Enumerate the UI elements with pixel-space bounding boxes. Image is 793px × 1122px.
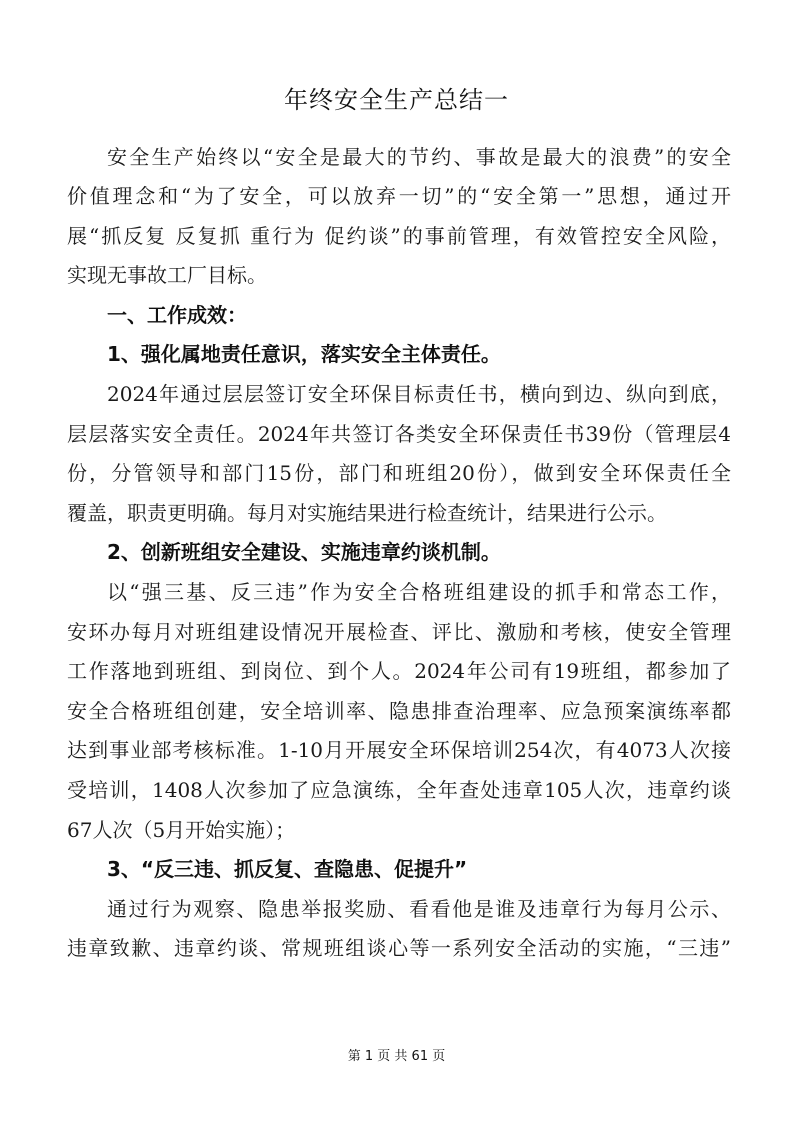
paragraph-line: 违章致歉、违章约谈、常规班组谈心等一系列安全活动的实施，“三违” (67, 936, 731, 960)
subsection-heading: 3、“反三违、抓反复、查隐患、促提升” (107, 857, 468, 881)
paragraph-line: 67人次（5月开始实施）； (67, 818, 296, 842)
paragraph-line: 价值理念和“为了安全，可以放弃一切”的“安全第一”思想，通过开 (67, 184, 731, 208)
paragraph-line: 覆盖，职责更明确。每月对实施结果进行检查统计，结果进行公示。 (67, 501, 667, 525)
paragraph-line: 份，分管领导和部门15份，部门和班组20份），做到安全环保责任全 (67, 461, 731, 485)
section-heading: 一、工作成效： (107, 303, 247, 327)
paragraph-line: 受培训，1408人次参加了应急演练，全年查处违章105人次，违章约谈 (67, 778, 731, 802)
paragraph-line: 安全生产始终以“安全是最大的节约、事故是最大的浪费”的安全 (107, 145, 731, 169)
paragraph-line: 展“抓反复 反复抓 重行为 促约谈”的事前管理，有效管控安全风险， (67, 224, 731, 248)
subsection-heading: 1、强化属地责任意识，落实安全主体责任。 (107, 342, 501, 366)
paragraph-line: 安环办每月对班组建设情况开展检查、评比、激励和考核，使安全管理 (67, 620, 731, 644)
paragraph-line: 实现无事故工厂目标。 (67, 263, 267, 287)
paragraph-line: 安全合格班组创建，安全培训率、隐患排查治理率、应急预案演练率都 (67, 699, 731, 723)
paragraph-line: 工作落地到班组、到岗位、到个人。2024年公司有19班组，都参加了 (67, 659, 731, 683)
paragraph-line: 以“强三基、反三违”作为安全合格班组建设的抓手和常态工作， (107, 580, 731, 604)
paragraph-line: 达到事业部考核标准。1-10月开展安全环保培训254次，有4073人次接 (67, 738, 731, 762)
document-title: 年终安全生产总结一 (284, 86, 509, 114)
paragraph-line: 2024年通过层层签订安全环保目标责任书，横向到边、纵向到底， (107, 382, 731, 406)
page-number: 第 1 页 共 61 页 (347, 1049, 446, 1064)
paragraph-line: 层层落实安全责任。2024年共签订各类安全环保责任书39份（管理层4 (67, 422, 731, 446)
paragraph-line: 通过行为观察、隐患举报奖励、看看他是谁及违章行为每月公示、 (107, 897, 731, 921)
subsection-heading: 2、创新班组安全建设、实施违章约谈机制。 (107, 540, 501, 564)
